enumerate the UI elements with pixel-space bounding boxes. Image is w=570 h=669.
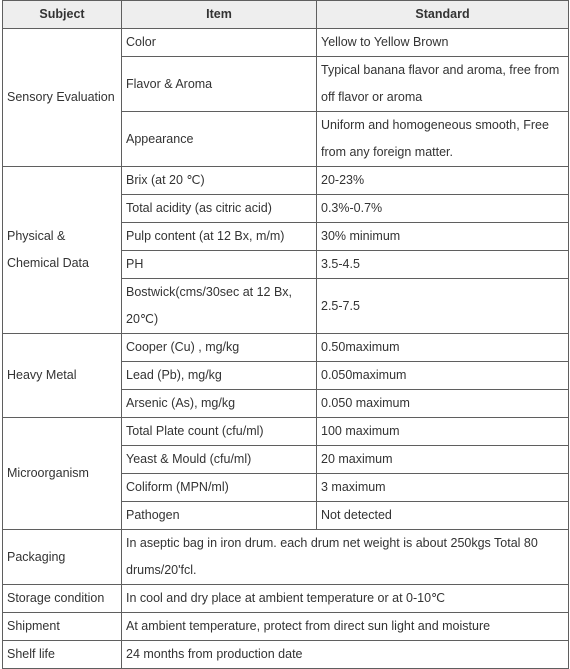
standard-cell: 0.50maximum bbox=[317, 334, 569, 362]
item-cell: Bostwick(cms/30sec at 12 Bx, 20℃) bbox=[122, 279, 317, 334]
item-cell: Appearance bbox=[122, 112, 317, 167]
table-row bbox=[3, 641, 569, 669]
table-row bbox=[3, 418, 569, 446]
header-item: Item bbox=[122, 1, 317, 29]
standard-cell: Not detected bbox=[317, 502, 569, 530]
standard-cell: 30% minimum bbox=[317, 223, 569, 251]
header-row bbox=[3, 1, 569, 29]
standard-cell: Typical banana flavor and aroma, free from off flavor or aroma bbox=[317, 57, 569, 112]
standard-cell: 100 maximum bbox=[317, 418, 569, 446]
standard-cell: 3.5-4.5 bbox=[317, 251, 569, 279]
subject-storage: Storage condition bbox=[3, 585, 122, 613]
header-subject: Subject bbox=[3, 1, 122, 29]
subject-heavy-metal: Heavy Metal bbox=[3, 334, 122, 418]
standard-cell: 0.050maximum bbox=[317, 362, 569, 390]
subject-shelf-life: Shelf life bbox=[3, 641, 122, 669]
item-cell: Yeast & Mould (cfu/ml) bbox=[122, 446, 317, 474]
standard-cell: Uniform and homogeneous smooth, Free from any foreign matter. bbox=[317, 112, 569, 167]
table-row bbox=[3, 334, 569, 362]
subject-physical: Physical & Chemical Data bbox=[3, 167, 122, 334]
header-standard: Standard bbox=[317, 1, 569, 29]
item-cell: Arsenic (As), mg/kg bbox=[122, 390, 317, 418]
item-cell: Color bbox=[122, 29, 317, 57]
item-cell: Total acidity (as citric acid) bbox=[122, 195, 317, 223]
table-row bbox=[3, 530, 569, 585]
item-cell: Flavor & Aroma bbox=[122, 57, 317, 112]
shelf-life-value: 24 months from production date bbox=[122, 641, 569, 669]
shipment-value: At ambient temperature, protect from direct sun light and moisture bbox=[122, 613, 569, 641]
item-cell: Total Plate count (cfu/ml) bbox=[122, 418, 317, 446]
item-cell: PH bbox=[122, 251, 317, 279]
subject-shipment: Shipment bbox=[3, 613, 122, 641]
table-row bbox=[3, 167, 569, 195]
storage-value: In cool and dry place at ambient temperature or at 0-10℃ bbox=[122, 585, 569, 613]
table-row bbox=[3, 613, 569, 641]
standard-cell: 3 maximum bbox=[317, 474, 569, 502]
standard-cell: 2.5-7.5 bbox=[317, 279, 569, 334]
item-cell: Brix (at 20 ℃) bbox=[122, 167, 317, 195]
item-cell: Cooper (Cu) , mg/kg bbox=[122, 334, 317, 362]
item-cell: Coliform (MPN/ml) bbox=[122, 474, 317, 502]
standard-cell: Yellow to Yellow Brown bbox=[317, 29, 569, 57]
standard-cell: 0.3%-0.7% bbox=[317, 195, 569, 223]
table-row bbox=[3, 585, 569, 613]
spec-table bbox=[2, 0, 569, 669]
packaging-value: In aseptic bag in iron drum. each drum net weight is about 250kgs Total 80 drums/20'fcl. bbox=[122, 530, 569, 585]
item-cell: Pathogen bbox=[122, 502, 317, 530]
standard-cell: 20 maximum bbox=[317, 446, 569, 474]
item-cell: Lead (Pb), mg/kg bbox=[122, 362, 317, 390]
subject-sensory: Sensory Evaluation bbox=[3, 29, 122, 167]
subject-packaging: Packaging bbox=[3, 530, 122, 585]
subject-microorganism: Microorganism bbox=[3, 418, 122, 530]
standard-cell: 20-23% bbox=[317, 167, 569, 195]
table-row bbox=[3, 29, 569, 57]
standard-cell: 0.050 maximum bbox=[317, 390, 569, 418]
item-cell: Pulp content (at 12 Bx, m/m) bbox=[122, 223, 317, 251]
